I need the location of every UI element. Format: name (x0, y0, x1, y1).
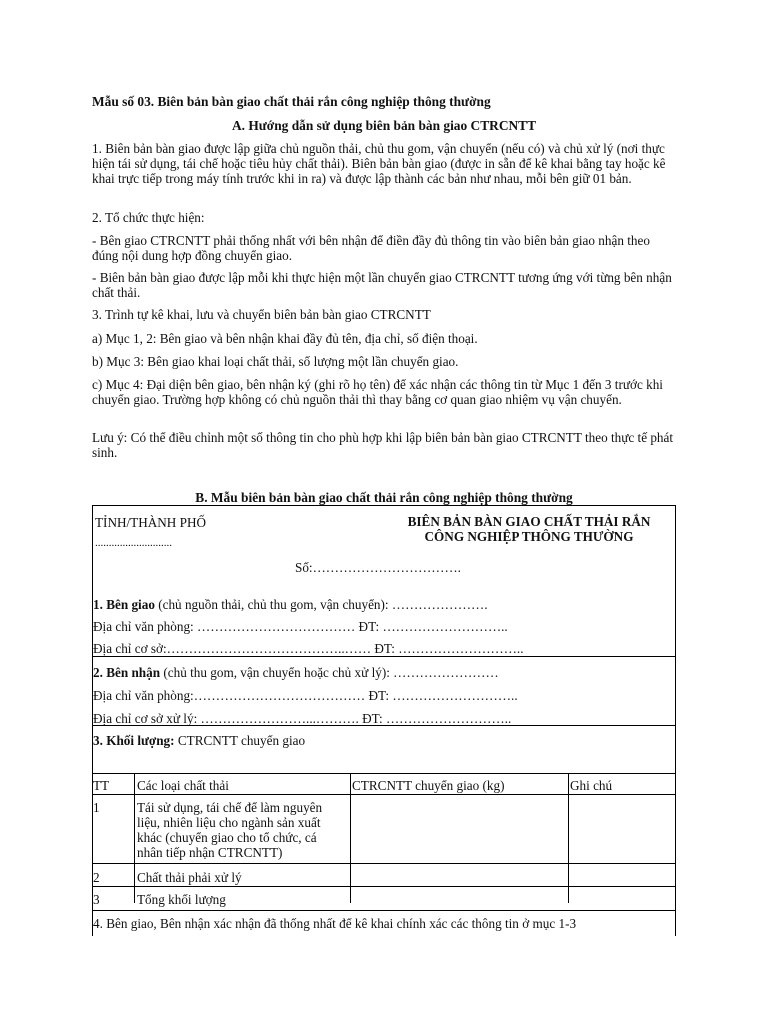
divider (93, 725, 675, 726)
divider (93, 863, 675, 864)
table-row-no: 1 (93, 800, 100, 815)
volume-line (93, 733, 305, 748)
instruction-paragraph: b) Mục 3: Bên giao khai loại chất thải, số lượng một lần chuyển giao. (92, 354, 459, 369)
doc-title-line1: BIÊN BẢN BÀN GIAO CHẤT THẢI RẮN (407, 514, 651, 529)
province-label: TỈNH/THÀNH PHỐ (95, 515, 206, 530)
receiver-facility-address: Địa chỉ cơ sở xử lý: ……………………...………. ĐT: ……………………….. (93, 711, 512, 726)
divider (93, 773, 675, 774)
volume-label: 3. Khối lượng: (93, 733, 175, 748)
divider (93, 794, 675, 795)
table-header-no: TT (93, 778, 110, 793)
instruction-paragraph: - Bên giao CTRCNTT phải thống nhất với bên nhận để điền đầy đủ thông tin vào biên bản giao nhận theo đúng nội dung hợp đồng chuyển giao. (92, 233, 650, 263)
table-column-divider (568, 773, 569, 903)
doc-title-line2: CÔNG NGHIỆP THÔNG THƯỜNG (424, 529, 634, 544)
table-row-no: 2 (93, 870, 100, 885)
note-paragraph: Lưu ý: Có thể điều chỉnh một số thông tin cho phù hợp khi lập biên bản bàn giao CTRCNTT theo thực tế phát sinh. (92, 430, 674, 460)
divider (93, 656, 675, 657)
table-column-divider (350, 773, 351, 903)
volume-desc: CTRCNTT chuyển giao (174, 733, 306, 748)
table-row-waste-type: Tổng khối lượng (137, 892, 226, 907)
section-b-heading: B. Mẫu biên bản bàn giao chất thải rắn công nghiệp thông thường (195, 490, 573, 505)
divider (93, 886, 675, 887)
table-row-waste-type: liệu, nhiên liệu cho ngành sản xuất (137, 815, 321, 830)
table-row-waste-type: khác (chuyển giao cho tổ chức, cá (137, 830, 317, 845)
table-row-waste-type: nhân tiếp nhận CTRCNTT) (137, 845, 283, 860)
confirmation-line: 4. Bên giao, Bên nhận xác nhận đã thống nhất để kê khai chính xác các thông tin ở mục 1-3 (93, 916, 577, 931)
receiver-line (93, 665, 499, 680)
table-column-divider (134, 773, 135, 903)
instruction-paragraph: 1. Biên bản bàn giao được lập giữa chủ nguồn thải, chủ thu gom, vận chuyển (nếu có) và chủ xử lý (nơi thực hiện tái sử dụng, tái chế hoặc tiêu hủy chất thải). Biên bản bàn giao (được in sẵn để kê khai bằng tay hoặc kê khai trực tiếp trong máy tính trước khi in ra) và được lập thành các bản như nhau, mỗi bên giữ 01 bản. (92, 141, 666, 186)
province-dots: ............................ (95, 537, 172, 549)
receiver-desc: (chủ thu gom, vận chuyển hoặc chủ xử lý): …………………… (160, 665, 499, 680)
table-row-waste-type: Chất thải phải xử lý (137, 870, 242, 885)
section-a-heading: A. Hướng dẫn sử dụng biên bản bàn giao CTRCNTT (231, 118, 537, 133)
form-title: Mẫu số 03. Biên bản bàn giao chất thải rắn công nghiệp thông thường (92, 94, 491, 109)
table-header-note: Ghi chú (570, 778, 613, 793)
divider (93, 910, 675, 911)
instruction-paragraph: 2. Tổ chức thực hiện: (92, 210, 205, 225)
sender-line (93, 597, 488, 612)
instruction-paragraph: - Biên bản bàn giao được lập mỗi khi thực hiện một lần chuyển giao CTRCNTT tương ứng với từng bên nhận chất thải. (92, 270, 672, 300)
table-row-waste-type: Tái sử dụng, tái chế để làm nguyên (137, 800, 323, 815)
receiver-office-address: Địa chỉ văn phòng:………………………………… ĐT: ……………………….. (93, 688, 518, 703)
document-number: Số:……………………………. (295, 560, 461, 575)
receiver-label: 2. Bên nhận (93, 665, 161, 680)
sender-label: 1. Bên giao (93, 597, 155, 612)
sender-facility-address: Địa chỉ cơ sở:…………………………………..…… ĐT: ……………………….. (93, 641, 524, 656)
instruction-paragraph: 3. Trình tự kê khai, lưu và chuyển biên bản bàn giao CTRCNTT (92, 307, 431, 322)
instruction-paragraph: c) Mục 4: Đại diện bên giao, bên nhận ký (ghi rõ họ tên) để xác nhận các thông tin từ Mục 1 đến 3 trước khi chuyển giao. Trường hợp không có chủ nguồn thải thì thay bằng cơ quan giao nhiệm vụ vận chuyển. (92, 377, 663, 407)
table-header-waste-type: Các loại chất thải (137, 778, 229, 793)
table-header-amount: CTRCNTT chuyển giao (kg) (352, 778, 505, 793)
instruction-paragraph: a) Mục 1, 2: Bên giao và bên nhận khai đầy đủ tên, địa chỉ, số điện thoại. (92, 331, 478, 346)
handover-form (92, 505, 676, 936)
sender-office-address: Địa chỉ văn phòng: ……………………………… ĐT: ……………………….. (93, 619, 508, 634)
table-row-no: 3 (93, 892, 100, 907)
sender-desc: (chủ nguồn thải, chủ thu gom, vận chuyển): …………………. (154, 597, 488, 612)
